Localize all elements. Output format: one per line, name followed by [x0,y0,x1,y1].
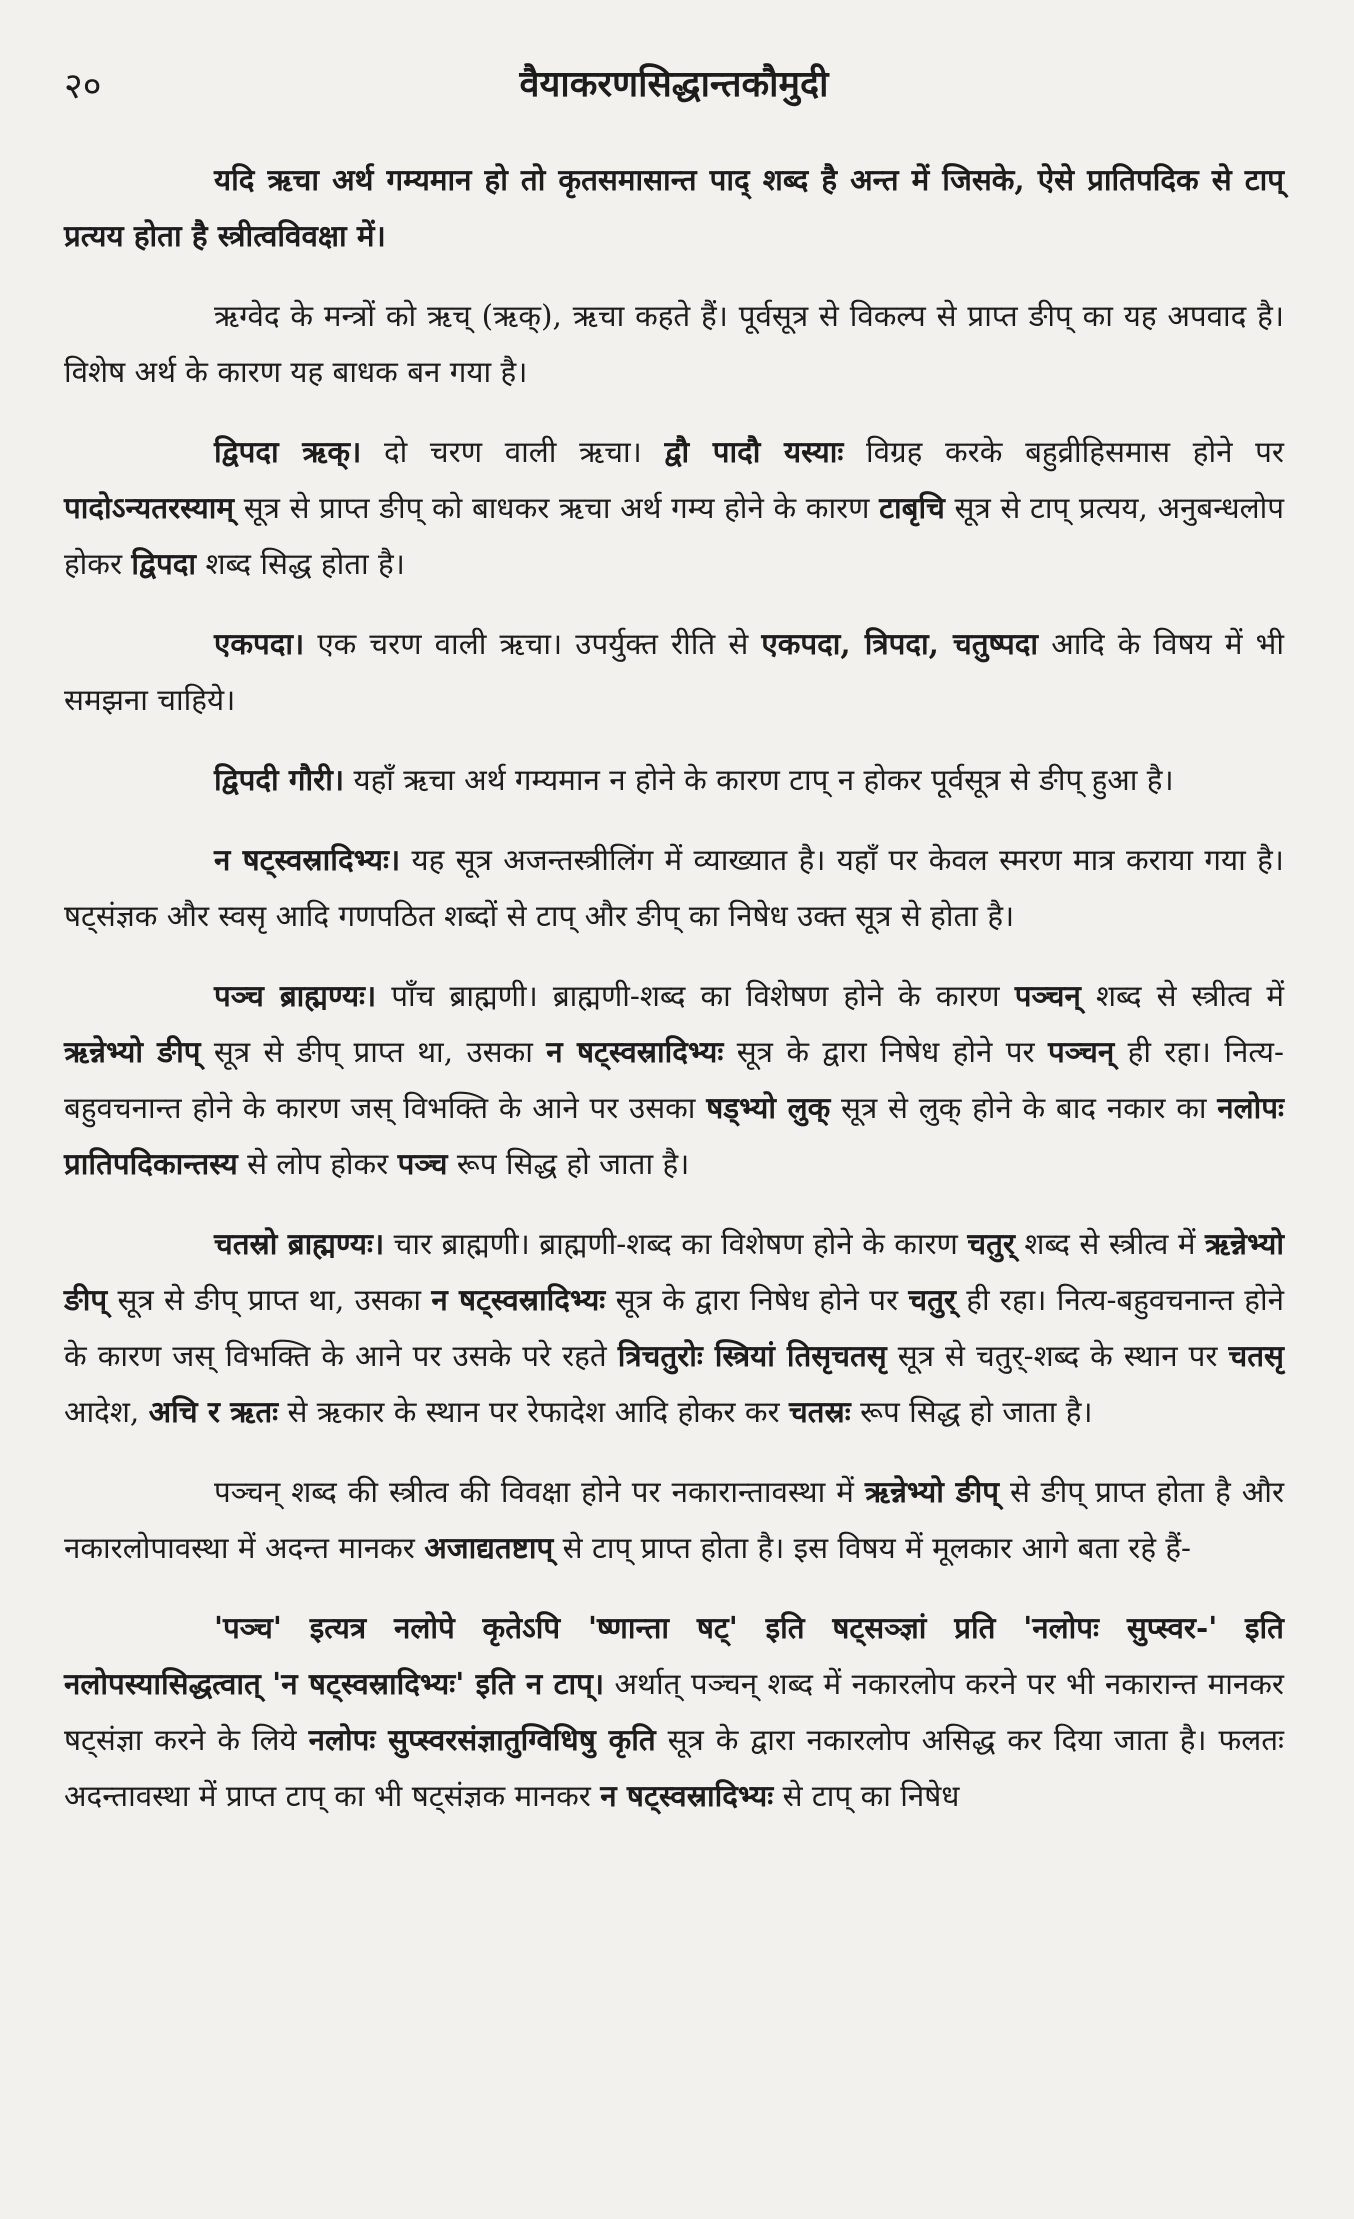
bold-term: चतुर् [908,1282,956,1317]
bold-term: नलोपः प्रातिपदिकान्तस्य [64,1090,1284,1181]
bold-term: ऋन्नेभ्यो ङीप् [64,1226,1285,1317]
bold-term: एकपदा, त्रिपदा, चतुष्पदा [761,626,1039,661]
bold-term: द्वौ पादौ यस्याः [664,434,844,469]
text-run: शब्द सिद्ध होता है। [196,547,405,581]
bold-term: न षट्स्वस्रादिभ्यः [546,1034,724,1069]
text-run: शब्द की स्त्रीत्व की विवक्षा होने पर नकारान्तावस्था में [280,1475,865,1509]
bold-term: यदि ऋचा अर्थ गम्यमान हो तो कृतसमासान्त पाद् शब्द है अन्त में जिसके, ऐसे प्रातिपदिक से टाप् प्रत्यय होता है स्त्रीत्वविवक्षा में। [64,162,1284,253]
text-run: सूत्र से चतुर्-शब्द के स्थान पर [886,1339,1229,1373]
bold-term: त्रिचतुरोः स्त्रियां तिसृचतसृ [617,1338,887,1373]
paragraph [64,968,1284,1192]
bold-term: एकपदा। [214,626,305,661]
text-run: रूप सिद्ध हो जाता है। [447,1147,690,1181]
text-run: ही रहा। नित्य-बहुवचनान्त होने के कारण जस् विभक्ति के आने पर उसका [64,1035,1284,1125]
bold-term: चतसृ [1228,1338,1284,1373]
paragraph [64,1216,1284,1440]
bold-term: अचि र ऋतः [148,1394,279,1429]
bold-term: चतस्रो ब्राह्मण्यः। [214,1226,385,1261]
paragraph [64,288,1284,400]
text-run: विग्रह करके बहुव्रीहिसमास होने पर [843,435,1284,469]
text-run: से ङीप् प्राप्त होता है और नकारलोपावस्था में अदन्त मानकर [64,1475,1285,1565]
page-header [64,52,1284,112]
text-run: से ऋकार के स्थान पर रेफादेश आदि होकर कर [278,1395,789,1429]
text-run: रूप सिद्ध हो जाता है। [850,1395,1093,1429]
bold-term: 'पञ्च' इत्यत्र नलोपे कृतेऽपि 'ष्णान्ता षट्' इति षट्सञ्ज्ञां प्रति 'नलोपः सुप्स्वर-' इति नलोपस्यासिद्धत्वात् 'न षट्स्वस्रादिभ्यः' इति न टाप्। [64,1610,1284,1701]
text-run: आदेश, [64,1395,149,1429]
bold-term: द्विपदी गौरी। [214,762,345,797]
text-run: अर्थात् पञ्चन् शब्द में नकारलोप करने पर भी नकारान्त मानकर षट्संज्ञा करने के लिये [64,1667,1284,1757]
text-run: सूत्र से प्राप्त ङीप् को बाधकर ऋचा अर्थ गम्य होने के कारण [234,491,880,525]
text-run: से लोप होकर [237,1147,398,1181]
bold-term: पञ्चन् [1048,1034,1115,1069]
bold-term: अजाद्यतष्टाप् [424,1530,554,1565]
text-run: सूत्र के द्वारा निषेध होने पर [605,1283,909,1317]
bold-term: द्विपदा ऋक्। [214,434,362,469]
text-run: सूत्र से ङीप् प्राप्त था, उसका [107,1283,432,1317]
bold-term: न षट्स्वस्रादिभ्यः [600,1778,774,1813]
bold-term: पादोऽन्यतरस्याम् [64,490,235,525]
paragraph [64,616,1284,728]
bold-term: पञ्च [397,1146,448,1181]
paragraph [64,1464,1284,1576]
text-run: से टाप् प्राप्त होता है। इस विषय में मूलकार आगे बता रहे हैं- [553,1531,1192,1565]
text-run: चार ब्राह्मणी। ब्राह्मणी-शब्द का विशेषण होने के कारण [384,1227,968,1261]
text-run: से टाप् का निषेध [773,1779,960,1813]
paragraph [64,832,1284,944]
bold-term: टाबृचि [879,490,945,525]
text-run: सूत्र से ङीप् प्राप्त था, उसका [200,1035,547,1069]
text-run: एक चरण वाली ऋचा। उपर्युक्त रीति से [304,627,762,661]
running-title: वैयाकरणसिद्धान्तकौमुदी [519,63,829,105]
bold-term: न षट्स्वस्रादिभ्यः। [214,842,401,877]
text-run: शब्द से स्त्रीत्व में [1014,1227,1205,1261]
bold-term: चतस्रः [788,1394,851,1429]
paragraph [64,152,1284,264]
text-run: दो चरण वाली ऋचा। [361,435,665,469]
text-run: शब्द से स्त्रीत्व में [1080,979,1284,1013]
page-number: २० [64,66,102,107]
text-run: सूत्र के द्वारा नकारलोप असिद्ध कर दिया जाता है। फलतः अदन्तावस्था में प्राप्त टाप् का भी षट्संज्ञक मानकर [64,1723,1285,1813]
bold-term: षड्भ्यो लुक् [706,1090,831,1125]
text-run: पञ्चन् [214,1475,281,1509]
paragraph [64,752,1284,808]
paragraph [64,424,1284,592]
text-run: सूत्र के द्वारा निषेध होने पर [723,1035,1049,1069]
bold-term: पञ्च ब्राह्मण्यः। [214,978,377,1013]
text-run: पाँच ब्राह्मणी। ब्राह्मणी-शब्द का विशेषण होने के कारण [376,979,1015,1013]
bold-term: द्विपदा [131,546,197,581]
bold-term: चतुर् [967,1226,1015,1261]
bold-term: न षट्स्वस्रादिभ्यः [431,1282,606,1317]
text-run: सूत्र से लुक् होने के बाद नकार का [830,1091,1218,1125]
text-run: आदि के विषय में भी समझना चाहिये। [64,627,1284,717]
paragraph [64,1600,1284,1824]
bold-term: ऋन्नेभ्यो ङीप् [64,1034,201,1069]
bold-term: नलोपः सुप्स्वरसंज्ञातुग्विधिषु कृति [308,1722,656,1757]
bold-term: पञ्चन् [1014,978,1081,1013]
text-run: यह सूत्र अजन्तस्त्रीलिंग में व्याख्यात है। यहाँ पर केवल स्मरण मात्र कराया गया है। षट्संज्ञक और स्वसृ आदि गणपठित शब्दों से टाप् और ङीप् का निषेध उक्त सूत्र से होता है। [64,843,1284,933]
text-run: सूत्र से टाप् प्रत्यय, अनुबन्धलोप होकर [64,491,1284,581]
text-run: यहाँ ऋचा अर्थ गम्यमान न होने के कारण टाप् न होकर पूर्वसूत्र से ङीप् हुआ है। [344,763,1174,797]
text-run: ऋग्वेद के मन्त्रों को ऋच् (ऋक्), ऋचा कहते हैं। पूर्वसूत्र से विकल्प से प्राप्त ङीप् का यह अपवाद है। विशेष अर्थ के कारण यह बाधक बन गया है। [64,299,1284,389]
body-text [64,152,1284,1824]
text-run: ही रहा। नित्य-बहुवचनान्त होने के कारण जस् विभक्ति के आने पर उसके परे रहते [64,1283,1284,1373]
bold-term: ऋन्नेभ्यो ङीप् [864,1474,999,1509]
